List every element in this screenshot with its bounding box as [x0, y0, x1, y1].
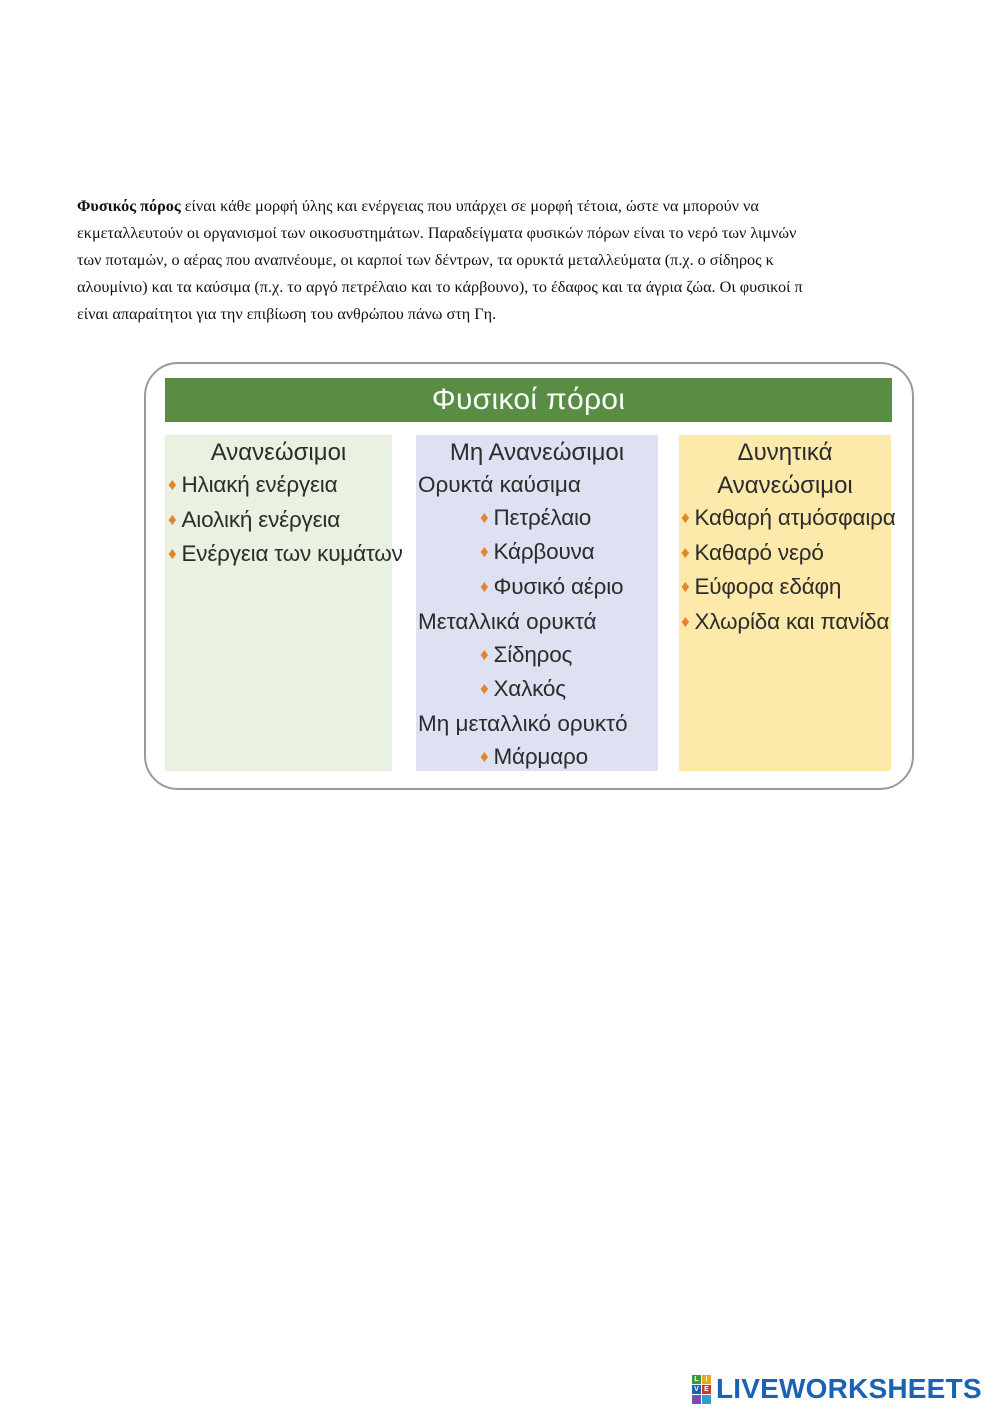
- list-item: [679, 571, 891, 606]
- logo-block: [692, 1395, 701, 1404]
- potential-list: [679, 502, 896, 641]
- definition-line-text: είναι κάθε μορφή ύλης και ενέργειας που υπάρχει σε μορφή τέτοια, ώστε να μπορούν να: [180, 197, 759, 215]
- diagram-title: Φυσικοί πόροι: [165, 378, 892, 422]
- list-item-label: Χλωρίδα και πανίδα: [694, 609, 890, 635]
- definition-line: εκμεταλλευτούν οι οργανισμοί των οικοσυστημάτων. Παραδείγματα φυσικών πόρων είναι το νερό των λιμνών: [77, 224, 797, 242]
- group-label: Μεταλλικά ορυκτά: [418, 608, 597, 634]
- renewable-heading: Ανανεώσιμοι: [210, 439, 347, 466]
- list-item-label: Φυσικό αέριο: [493, 574, 624, 600]
- logo-block: [702, 1395, 711, 1404]
- list-item: [679, 502, 896, 537]
- list-item: [416, 502, 658, 537]
- logo-block: E: [702, 1385, 711, 1394]
- list-item: [165, 504, 392, 539]
- group-label: Μη μεταλλικό ορυκτό: [418, 710, 628, 736]
- potential-heading-line2: Ανανεώσιμοι: [717, 472, 853, 499]
- potential-heading-line1: Δυνητικά: [737, 439, 833, 466]
- diamond-bullet-icon: ♦: [480, 679, 489, 699]
- diamond-bullet-icon: ♦: [480, 644, 489, 664]
- definition-line: είναι απαραίτητοι για την επιβίωση του ανθρώπου πάνω στη Γη.: [77, 305, 497, 323]
- list-item-label: Καθαρό νερό: [694, 539, 824, 565]
- definition-paragraph: [77, 193, 943, 328]
- diamond-bullet-icon: ♦: [168, 544, 177, 564]
- list-item-label: Χαλκός: [493, 676, 566, 702]
- liveworksheets-logo[interactable]: [692, 1374, 982, 1404]
- list-item-label: Σίδηρος: [493, 641, 573, 667]
- diamond-bullet-icon: ♦: [681, 508, 690, 527]
- list-item: [416, 536, 658, 571]
- list-item-label: Πετρέλαιο: [493, 504, 592, 530]
- list-item-label: Ηλιακή ενέργεια: [181, 472, 338, 497]
- natural-resources-diagram: [144, 362, 914, 790]
- logo-blocks-icon: [692, 1375, 711, 1404]
- list-item: [416, 639, 658, 674]
- renewable-column: [165, 435, 403, 771]
- diamond-bullet-icon: ♦: [168, 475, 177, 494]
- logo-text: LIVEWORKSHEETS: [716, 1373, 982, 1404]
- diamond-bullet-icon: ♦: [480, 577, 489, 597]
- diamond-bullet-icon: ♦: [681, 577, 690, 597]
- list-item: [165, 469, 392, 504]
- list-item-label: Μάρμαρο: [493, 743, 588, 769]
- diamond-bullet-icon: ♦: [480, 746, 489, 766]
- group-label: Ορυκτά καύσιμα: [418, 472, 581, 497]
- list-item: [679, 537, 891, 572]
- diamond-bullet-icon: ♦: [480, 542, 489, 562]
- potential-column: [679, 435, 896, 771]
- diamond-bullet-icon: ♦: [681, 612, 690, 632]
- diamond-bullet-icon: ♦: [168, 509, 177, 529]
- definition-term: Φυσικός πόρος: [77, 197, 181, 215]
- list-item-label: Κάρβουνα: [493, 539, 595, 565]
- list-item: [416, 571, 658, 606]
- list-item: [679, 606, 891, 641]
- logo-block: L: [692, 1375, 701, 1384]
- list-item: [416, 673, 658, 708]
- diamond-bullet-icon: ♦: [681, 542, 690, 562]
- definition-line: [77, 193, 943, 220]
- list-item-label: Εύφορα εδάφη: [694, 574, 842, 600]
- nonrenewable-heading: Μη Ανανεώσιμοι: [449, 439, 625, 466]
- list-item: [165, 538, 403, 573]
- renewable-list: [165, 469, 403, 573]
- list-item: [416, 741, 658, 776]
- nonrenewable-column: [416, 435, 658, 771]
- list-item-label: Καθαρή ατμόσφαιρα: [694, 505, 896, 530]
- definition-line: των ποταμών, ο αέρας που αναπνέουμε, οι καρποί των δέντρων, τα ορυκτά μεταλλεύματα (π.χ. ο σίδηρος κ: [77, 251, 774, 269]
- definition-line: αλουμίνιο) και τα καύσιμα (π.χ. το αργό πετρέλαιο και το κάρβουνο), το έδαφος και τα άγρια ζώα. Οι φυσικοί π: [77, 278, 803, 296]
- logo-block: V: [692, 1385, 701, 1394]
- list-item-label: Αιολική ενέργεια: [181, 506, 341, 532]
- list-item-label: Ενέργεια των κυμάτων: [181, 541, 403, 567]
- nonrenewable-list: [416, 469, 658, 775]
- logo-block: I: [702, 1375, 711, 1384]
- diamond-bullet-icon: ♦: [480, 507, 489, 527]
